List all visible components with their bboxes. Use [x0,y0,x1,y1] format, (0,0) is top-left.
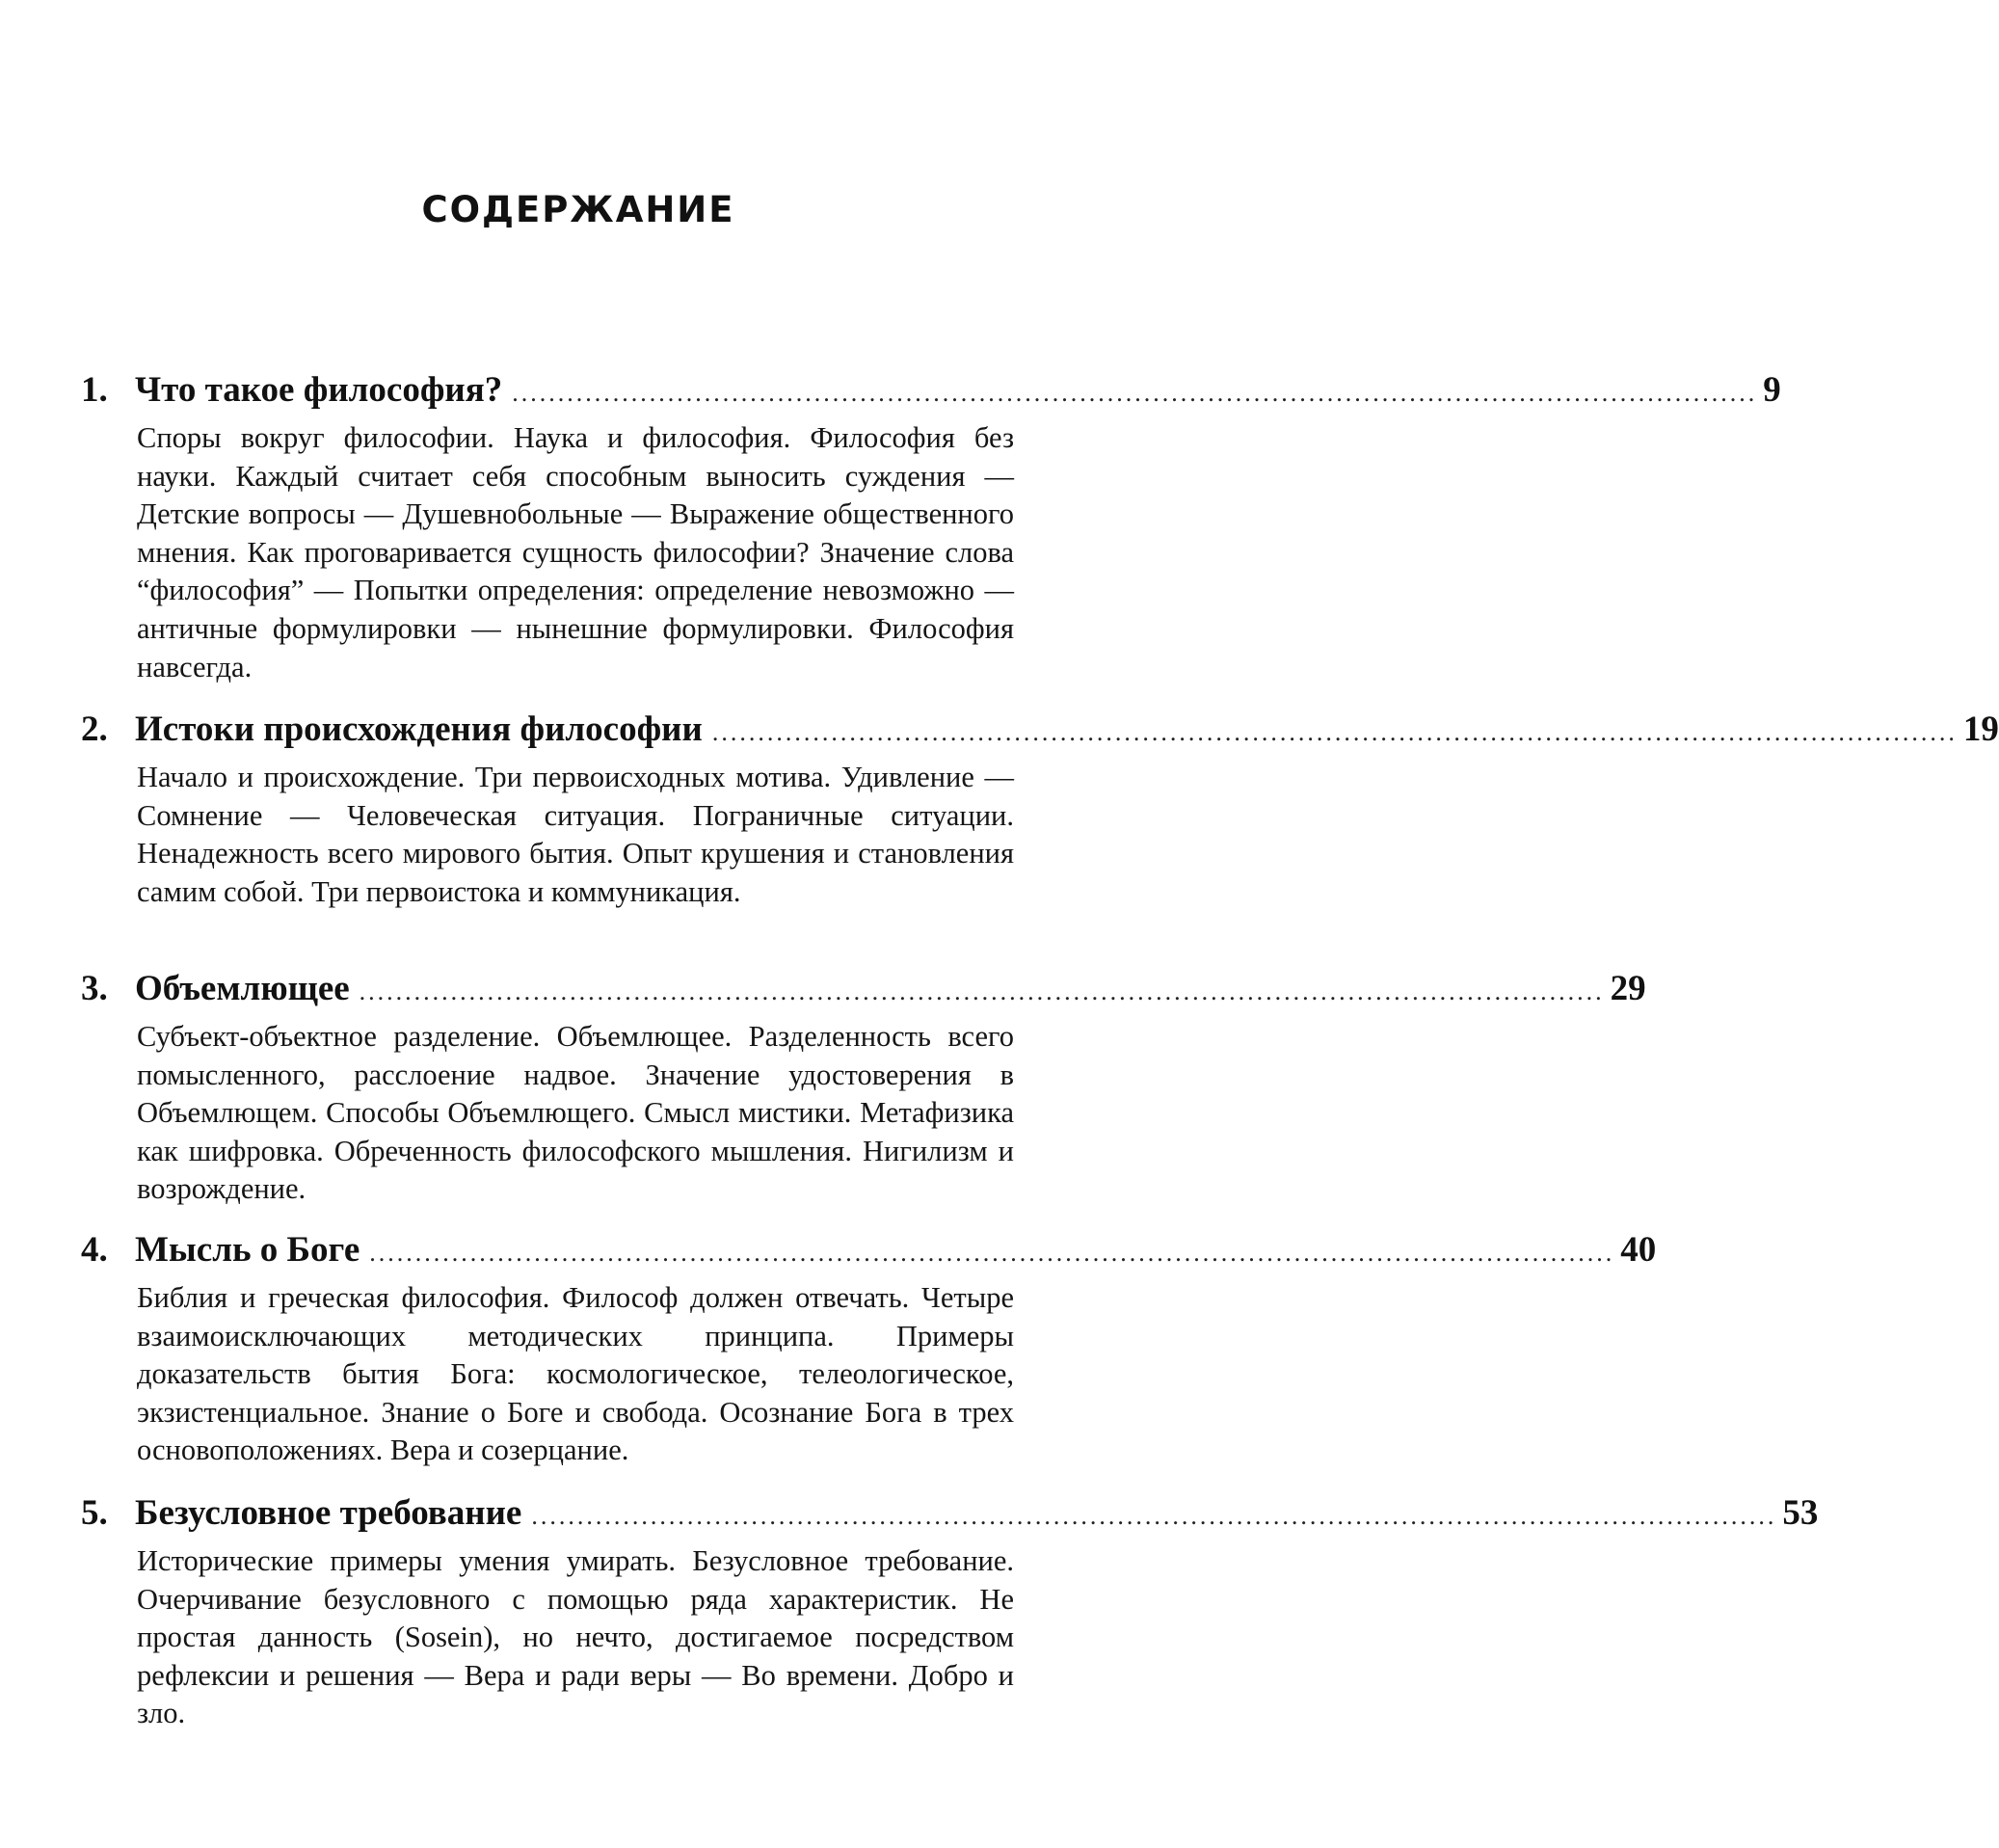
toc-entry-description: Субъект-объектное разделение. Объемлющее. Разделенность всего помысленного, расслоение надвое. Значение удостоверения в Объемлющем. Способы Объемлющего. Смысл мистики. Метафизика как шифровка. Обреченность философского мышления. Нигилизм и возрождение. [137,1020,1014,1206]
dot-leader: ........................................................................................................................................ [512,379,1758,407]
dot-leader: ........................................................................................................................................ [711,718,1958,746]
toc-entry-number: 2. [81,710,108,749]
toc-entry-title: Безусловное требование [135,1493,522,1533]
toc-entry-description: Библия и греческая философия. Философ должен отвечать. Четыре взаимоисключающих методических принципа. Примеры доказательств бытия Бога: космологическое, телеологическое, экзистенциальное. Знание о Боге и свобода. Осознание Бога в трех основоположениях. Вера и созерцание. [137,1281,1014,1467]
toc-entry-heading [81,369,1781,412]
toc-entry-number: 3. [81,969,108,1008]
toc-entry-2 [81,709,1999,911]
dot-leader: ........................................................................................................................................ [369,1239,1615,1267]
toc-entry-page-number: 29 [1610,969,1646,1008]
toc-entry-heading [81,709,1999,751]
toc-entry-4 [81,1229,1657,1470]
toc-entry-3 [81,968,1646,1209]
toc-entry-description: Начало и происхождение. Три первоисходных мотива. Удивление — Сомнение — Человеческая ситуация. Пограничные ситуации. Ненадежность всего мирового бытия. Опыт крушения и становления самим собой. Три первоистока и коммуникация. [137,761,1014,908]
toc-entry-number: 1. [81,370,108,410]
toc-entry-title: Объемлющее [135,969,350,1008]
toc-entry-number: 4. [81,1230,108,1270]
toc-entry-heading [81,1229,1657,1272]
toc-entry-page-number: 53 [1782,1493,1819,1533]
toc-entry-title: Истоки происхождения философии [135,710,703,749]
dot-leader: ........................................................................................................................................ [359,978,1605,1005]
toc-entry-page-number: 9 [1763,370,1781,410]
toc-entry-description: Споры вокруг философии. Наука и философия. Философия без науки. Каждый считает себя способным выносить суждения — Детские вопросы — Душевнобольные — Выражение общественного мнения. Как проговаривается сущность философии? Значение слова “философия” — Попытки определения: определение невозможно — античные формулировки — нынешние формулировки. Философия навсегда. [137,421,1014,683]
toc-entry-page-number: 19 [1962,710,1999,749]
dot-leader: ........................................................................................................................................ [531,1502,1777,1530]
toc-entry-heading [81,968,1646,1010]
toc-entry-title: Что такое философия? [135,370,503,410]
toc-entry-5 [81,1492,1819,1733]
toc-entry-description: Исторические примеры умения умирать. Безусловное требование. Очерчивание безусловного с помощью ряда характеристик. Не простая данность (Sosein), но нечто, достигаемое посредством рефлексии и решения — Вера и ради веры — Во времени. Добро и зло. [137,1544,1014,1730]
toc-entry-title: Мысль о Боге [135,1230,360,1270]
toc-entry-number: 5. [81,1493,108,1533]
page-title: СОДЕРЖАНИЕ [421,189,735,230]
toc-entry-heading [81,1492,1819,1535]
toc-entry-1 [81,369,1781,686]
toc-entry-page-number: 40 [1620,1230,1657,1270]
